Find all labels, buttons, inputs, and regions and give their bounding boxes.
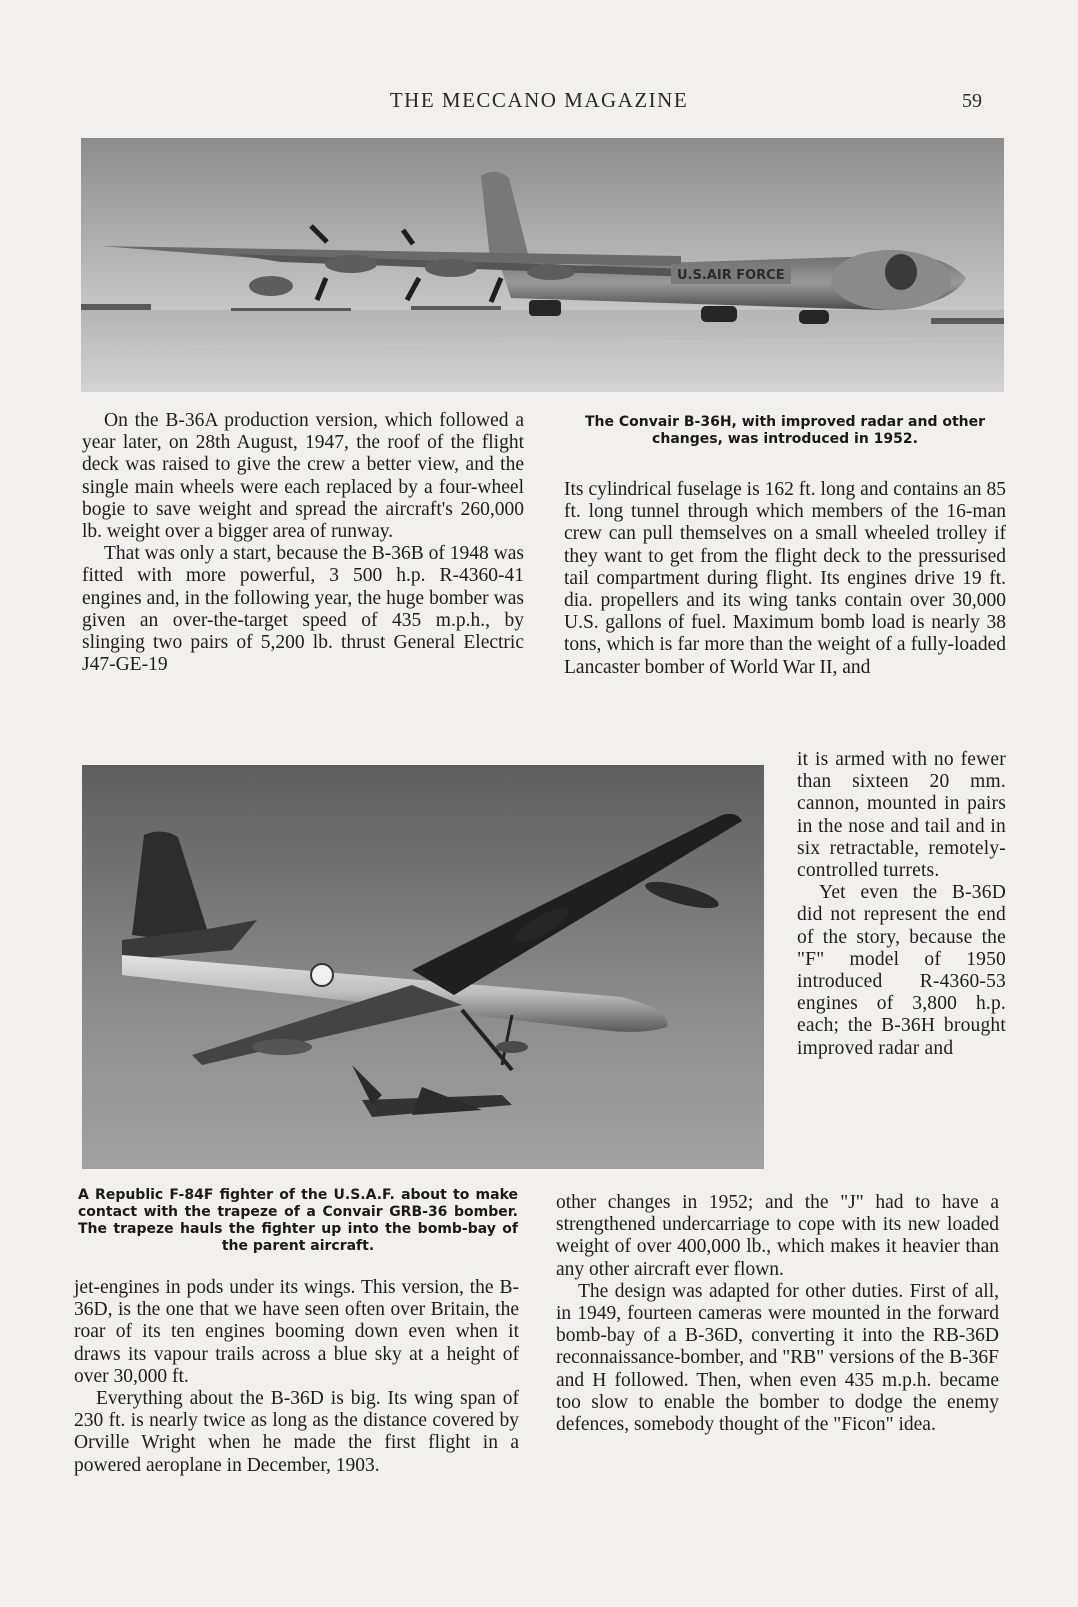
page-header-title: THE MECCANO MAGAZINE: [389, 88, 689, 112]
page-number: 59: [962, 90, 982, 112]
paragraph: Everything about the B-36D is big. Its wing span of 230 ft. is nearly twice as long as the distance covered by Orville Wright when he made the first flight in a powered aeroplane in December, 1903.: [74, 1388, 519, 1476]
paragraph: jet-engines in pods under its wings. This version, the B-36D, is the one that we have seen often over Britain, the roar of its ten engines booming down even when it draws its vapour trails across a blue sky at a height of over 30,000 ft.: [74, 1277, 519, 1387]
b36h-photo-caption: The Convair B-36H, with improved radar and other changes, was introduced in 1952.: [584, 414, 986, 447]
article-column-left-top: [82, 410, 524, 676]
grb36-ficon-photo: [82, 765, 764, 1169]
paragraph: On the B-36A production version, which followed a year later, on 28th August, 1947, the roof of the flight deck was raised to give the crew a better view, and the single main wheels were each replaced by a four-wheel bogie to save weight and spread the aircraft's 260,000 lb. weight over a bigger area of runway.: [82, 410, 524, 543]
grb36-photo-caption: A Republic F-84F fighter of the U.S.A.F. about to make contact with the trapeze of a Convair GRB-36 bomber. The trapeze hauls the fighter up into the bomb-bay of the parent aircraft.: [78, 1187, 518, 1254]
article-column-left-bottom: [74, 1277, 519, 1477]
paragraph: Yet even the B-36D did not represent the end of the story, because the "F" model of 1950 introduced R-4360-53 engines of 3,800 h.p. each; the B-36H brought improved radar and: [797, 882, 1006, 1059]
grb36-ficon-photo-image: [82, 765, 764, 1169]
b36h-photo-image: [81, 138, 1004, 392]
b36h-photo: [81, 138, 1004, 392]
paragraph: other changes in 1952; and the "J" had to have a strengthened undercarriage to cope with its new loaded weight of over 400,000 lb., which makes it heavier than any other aircraft ever flown.: [556, 1192, 999, 1280]
paragraph: The design was adapted for other duties. First of all, in 1949, fourteen cameras were mounted in the forward bomb-bay of a B-36D, converting it into the RB-36D reconnaissance-bomber, and "RB" versions of the B-36F and H followed. Then, when even 435 m.p.h. became too slow to enable the bomber to dodge the enemy defences, somebody thought of the "Ficon" idea.: [556, 1280, 999, 1436]
paragraph: That was only a start, because the B-36B of 1948 was fitted with more powerful, 3 500 h.p. R-4360-41 engines and, in the following year, the huge bomber was given an over-the-target speed of 435 m.p.h., by slinging two pairs of 5,200 lb. thrust General Electric J47-GE-19: [82, 543, 524, 676]
article-column-right-top: [564, 479, 1006, 679]
paragraph: it is armed with no fewer than sixteen 20 mm. cannon, mounted in pairs in the nose and tail and in six retractable, remotely-controlled turrets.: [797, 749, 1006, 882]
paragraph: Its cylindrical fuselage is 162 ft. long and contains an 85 ft. long tunnel through which members of the 16-man crew can pull themselves on a small wheeled trolley if they want to get from the flight deck to the pressurised tail compartment during flight. Its engines drive 19 ft. dia. propellers and its wing tanks contain over 30,000 U.S. gallons of fuel. Maximum bomb load is nearly 38 tons, which is far more than the weight of a fully-loaded Lancaster bomber of World War II, and: [564, 479, 1006, 678]
us-air-force-marking: U.S.AIR FORCE: [677, 268, 785, 283]
article-column-narrow: [797, 749, 1006, 1060]
article-column-right-bottom: [556, 1192, 999, 1436]
